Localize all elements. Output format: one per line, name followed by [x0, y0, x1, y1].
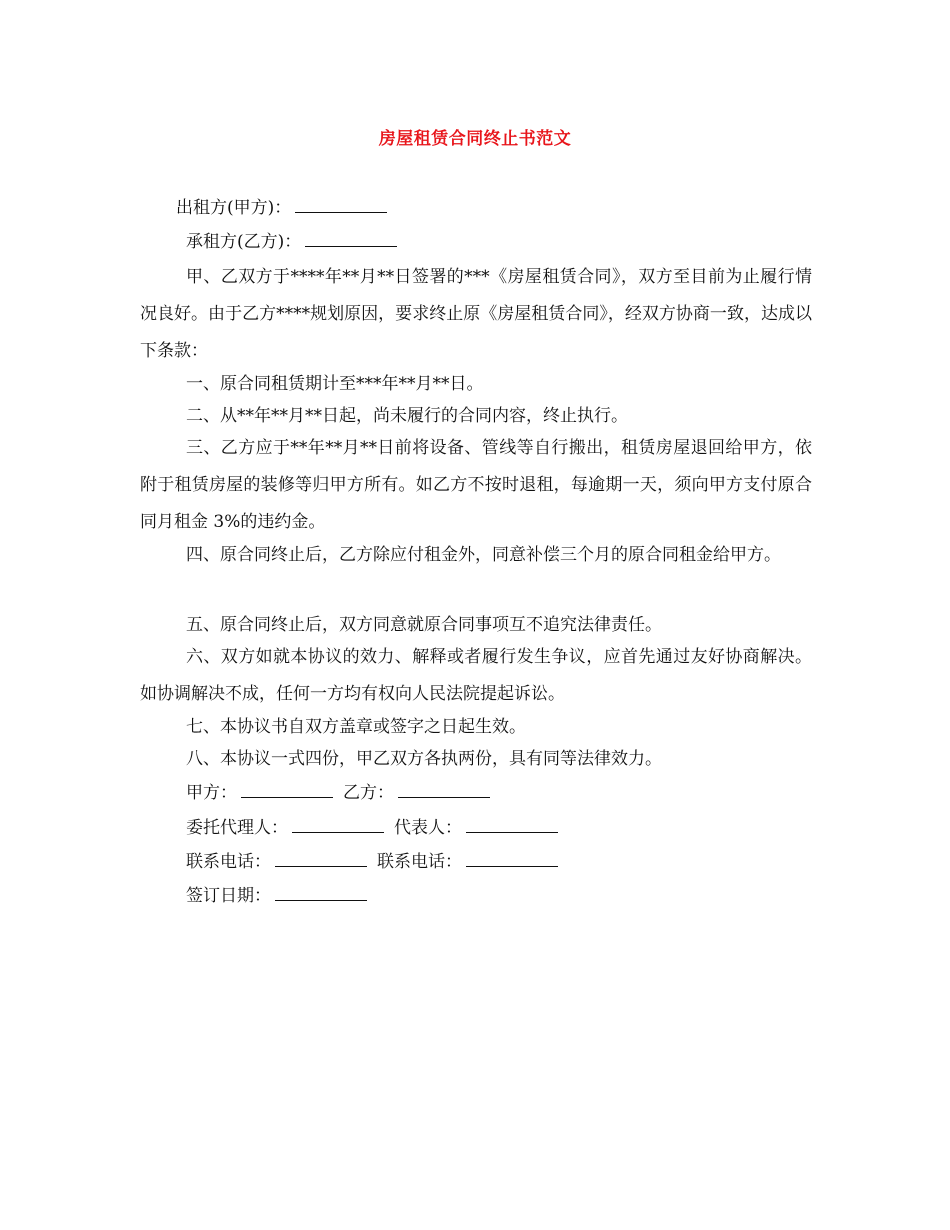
signature-row-agents [186, 817, 558, 839]
clause-3: 三、乙方应于**年**月**日前将设备、管线等自行搬出，租赁房屋退回给甲方，依附于租赁房屋的装修等归甲方所有。如乙方不按时退租，每逾期一天，须向甲方支付原合同月租金 3%的违约金。 [140, 438, 812, 532]
clause-7: 七、本协议书自双方盖章或签字之日起生效。 [186, 717, 526, 737]
lessor-field [176, 197, 387, 219]
clause-1: 一、原合同租赁期计至***年**月**日。 [186, 374, 484, 394]
lessee-field [186, 231, 397, 253]
representative-blank[interactable] [466, 818, 558, 833]
lessor-label: 出租方(甲方)： [176, 198, 292, 218]
phone-b-label: 联系电话： [377, 852, 462, 872]
lessee-label: 承租方(乙方)： [186, 232, 302, 252]
party-a-blank[interactable] [241, 783, 333, 798]
date-blank[interactable] [275, 886, 367, 901]
clause-4: 四、原合同终止后，乙方除应付租金外，同意补偿三个月的原合同租金给甲方。 [186, 545, 781, 565]
date-label: 签订日期： [186, 886, 271, 906]
party-b-label: 乙方： [343, 783, 394, 803]
representative-label: 代表人： [394, 818, 462, 838]
phone-b-blank[interactable] [466, 852, 558, 867]
document-title: 房屋租赁合同终止书范文 [378, 129, 572, 149]
clause-5: 五、原合同终止后，双方同意就原合同事项互不追究法律责任。 [186, 615, 662, 635]
phone-a-blank[interactable] [275, 852, 367, 867]
signature-row-parties [186, 782, 490, 804]
agent-label: 委托代理人： [186, 818, 288, 838]
signature-row-date [186, 885, 367, 907]
party-a-label: 甲方： [186, 783, 237, 803]
clause-2: 二、从**年**月**日起，尚未履行的合同内容，终止执行。 [186, 406, 628, 426]
phone-a-label: 联系电话： [186, 852, 271, 872]
signature-row-phones [186, 851, 558, 873]
paragraph-intro: 甲、乙双方于****年**月**日签署的***《房屋租赁合同》，双方至目前为止履行情况良好。由于乙方****规划原因，要求终止原《房屋租赁合同》，经双方协商一致，达成以下条款： [140, 267, 812, 361]
agent-blank[interactable] [292, 818, 384, 833]
lessee-blank[interactable] [305, 232, 397, 247]
clause-6: 六、双方如就本协议的效力、解释或者履行发生争议，应首先通过友好协商解决。如协调解决不成，任何一方均有权向人民法院提起诉讼。 [140, 647, 812, 704]
clause-8: 八、本协议一式四份，甲乙双方各执两份，具有同等法律效力。 [186, 749, 662, 769]
lessor-blank[interactable] [295, 198, 387, 213]
party-b-blank[interactable] [398, 783, 490, 798]
